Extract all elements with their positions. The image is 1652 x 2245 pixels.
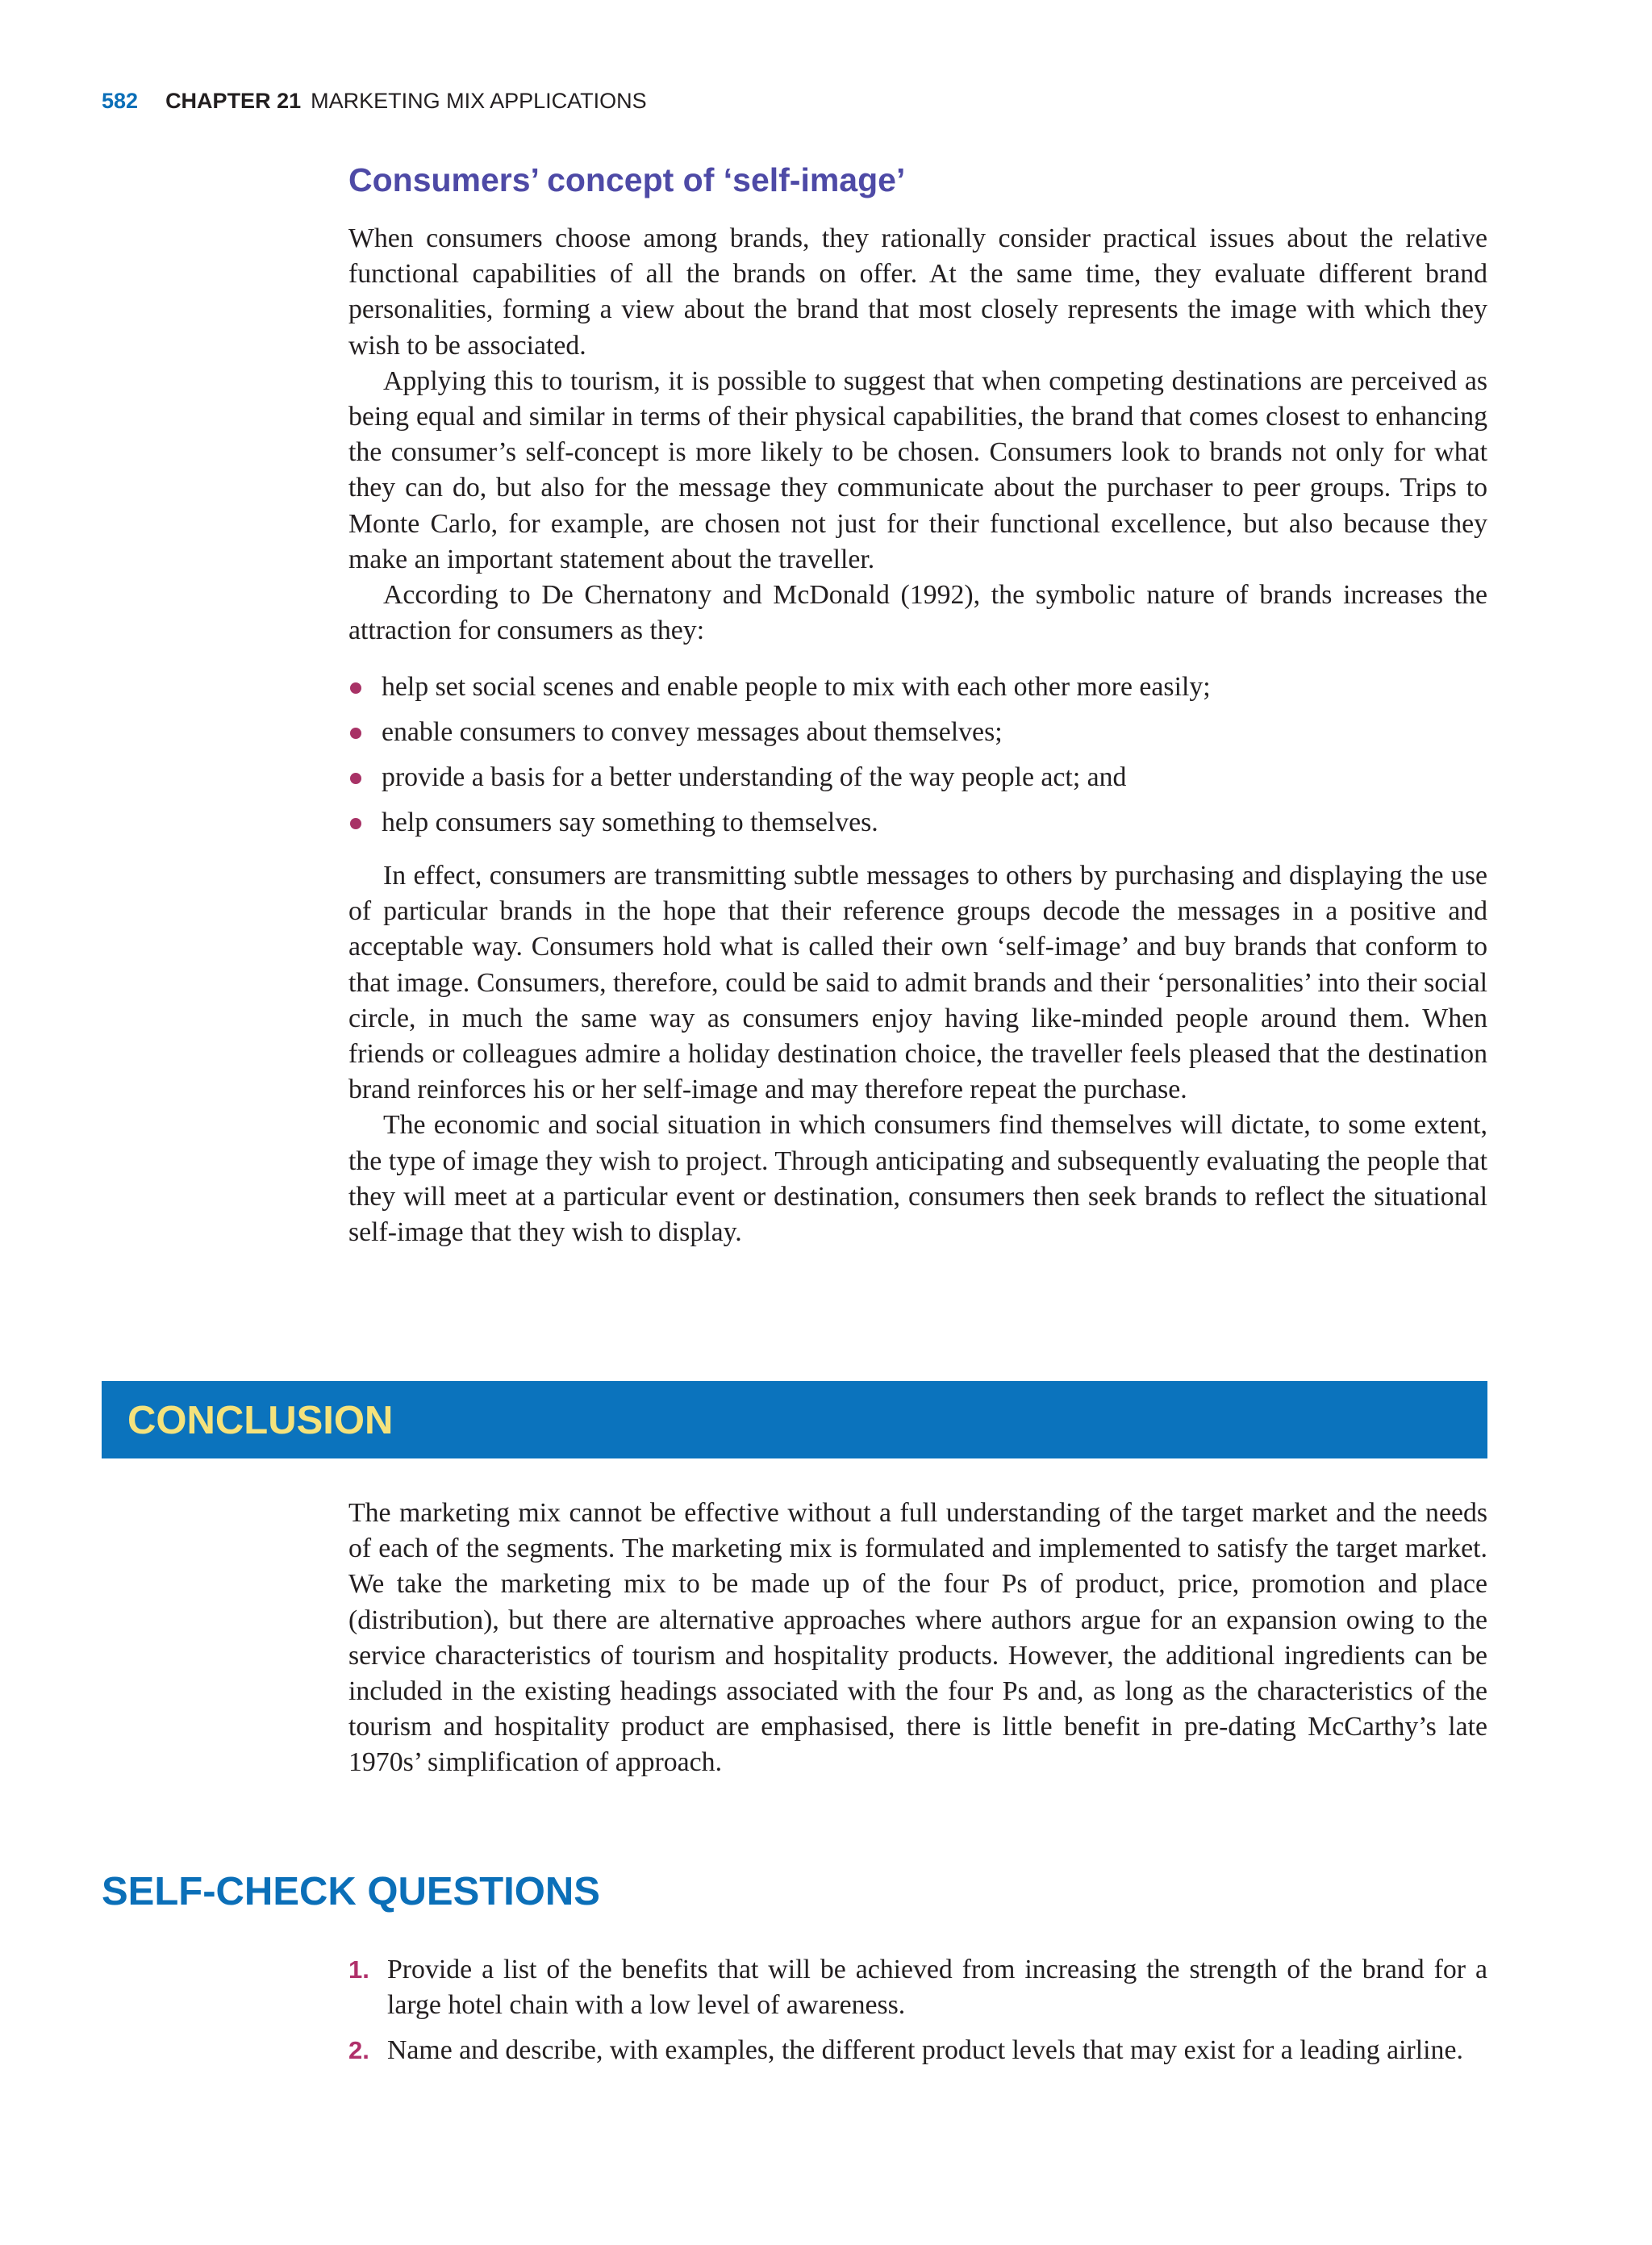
bullet-item	[348, 760, 1487, 805]
page-number: 582	[102, 89, 139, 113]
chapter-title: MARKETING MIX APPLICATIONS	[311, 89, 647, 113]
bullet-text: help set social scenes and enable people to mix with each other more easily;	[382, 672, 1211, 702]
paragraph: When consumers choose among brands, they rationally consider practical issues about the relative functional capabilities of all the brands on offer. At the same time, they evaluate different brand personalities, forming a view about the brand that most closely represents the image with which they wish to be associated.	[348, 223, 1487, 361]
conclusion-body	[348, 1496, 1487, 1781]
conclusion-paragraph: The marketing mix cannot be effective without a full understanding of the target market and the needs of each of the segments. The marketing mix is formulated and implemented to satisfy the target market. We take the marketing mix to be made up of the four Ps of product, price, promotion and place (distribution), but there are alternative approaches where authors argue for an expansion owing to the service characteristics of tourism and hospitality products. However, the additional ingredients can be included in the existing headings associated with the four Ps and, as long as the characteristics of the tourism and hospitality product are emphasised, there is little benefit in pre-dating McCarthy’s late 1970s’ simplification of approach.	[348, 1498, 1487, 1778]
question-item	[348, 2033, 1487, 2068]
bullet-text: help consumers say something to themselves.	[382, 807, 878, 837]
section-subheading: Consumers’ concept of ‘self-image’	[348, 161, 906, 198]
bullet-dot-icon	[350, 682, 361, 694]
paragraph: In effect, consumers are transmitting subtle messages to others by purchasing and displaying the use of particular brands in the hope that their reference groups decode the messages in a positive and acceptable way. Consumers hold what is called their own ‘self-image’ and buy brands that conform to that image. Consumers, therefore, could be said to admit brands and their ‘personalities’ into their social circle, in much the same way as consumers enjoy having like-minded people around them. When friends or colleagues admire a holiday destination choice, the traveller feels pleased that the destination brand reinforces his or her self-image and may therefore repeat the purchase.	[348, 861, 1487, 1105]
chapter-label: CHAPTER 21	[165, 89, 302, 113]
section-paragraphs-top	[348, 221, 1487, 649]
paragraph: According to De Chernatony and McDonald (1992), the symbolic nature of brands increases the attraction for consumers as they:	[348, 580, 1487, 646]
bullet-dot-icon	[350, 818, 361, 829]
section-paragraphs-bottom	[348, 858, 1487, 1250]
bullet-text: provide a basis for a better understanding of the way people act; and	[382, 762, 1127, 792]
conclusion-heading: CONCLUSION	[127, 1399, 394, 1442]
question-text: Name and describe, with examples, the different product levels that may exist for a leading airline.	[387, 2035, 1463, 2066]
bullet-text: enable consumers to convey messages about themselves;	[382, 717, 1003, 747]
paragraph: Applying this to tourism, it is possible to suggest that when competing destinations are perceived as being equal and similar in terms of their physical capabilities, the brand that comes closest to enhancing the consumer’s self-concept is more likely to be chosen. Consumers look to brands not only for what they can do, but also for the message they communicate about the purchaser to peer groups. Trips to Monte Carlo, for example, are chosen not just for their functional excellence, but also because they make an important statement about the traveller.	[348, 365, 1487, 574]
question-number: 1.	[348, 1955, 369, 1984]
bullet-item	[348, 670, 1487, 715]
conclusion-banner	[102, 1381, 1487, 1458]
question-text: Provide a list of the benefits that will be achieved from increasing the strength of the brand for a large hotel chain with a low level of awareness.	[387, 1955, 1487, 2021]
bullet-list	[348, 670, 1487, 850]
question-number: 2.	[348, 2036, 369, 2065]
question-list	[348, 1952, 1487, 2079]
running-head	[102, 89, 647, 114]
bullet-item	[348, 805, 1487, 850]
question-item	[348, 1952, 1487, 2023]
bullet-item	[348, 715, 1487, 760]
self-check-heading: SELF-CHECK QUESTIONS	[102, 1870, 600, 1913]
bullet-dot-icon	[350, 773, 361, 784]
bullet-dot-icon	[350, 728, 361, 739]
paragraph: The economic and social situation in which consumers find themselves will dictate, to some extent, the type of image they wish to project. Through anticipating and subsequently evaluating the people that they will meet at a particular event or destination, consumers then seek brands to reflect the situational self-image that they wish to display.	[348, 1110, 1487, 1248]
